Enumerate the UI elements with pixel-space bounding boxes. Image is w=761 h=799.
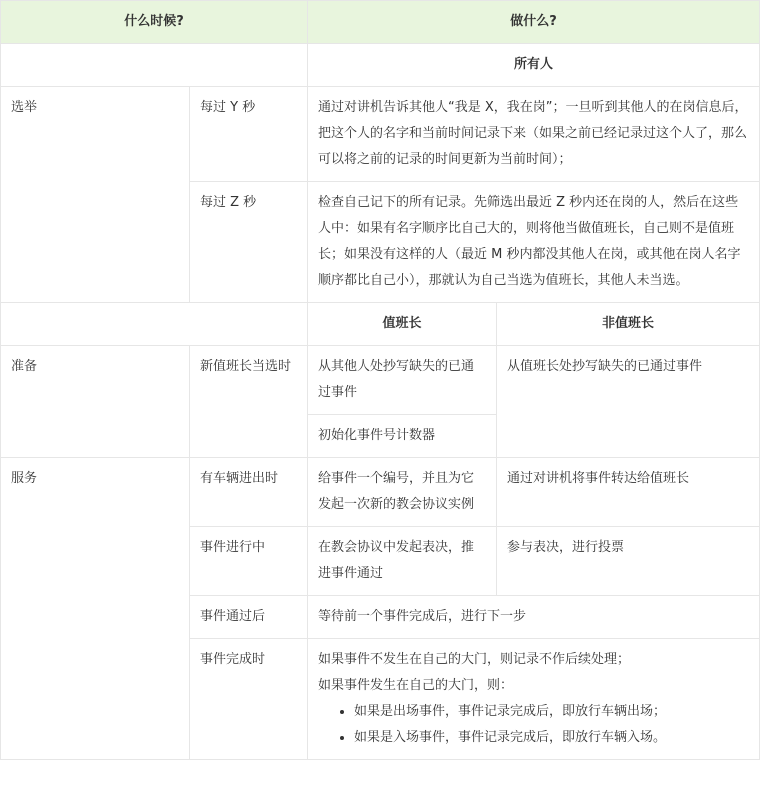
all-row (1, 44, 760, 87)
nonleader-header: 非值班长 (497, 303, 760, 346)
header-when: 什么时候? (1, 1, 308, 44)
action-completed (308, 639, 760, 760)
leader-number-event: 给事件一个编号，并且为它发起一次新的教会协议实例 (308, 458, 497, 527)
action-check: 检查自己记下的所有记录。先筛选出最近 Z 秒内还在岗的人，然后在这些人中：如果有名字顺序比自己大的，则将他当做值班长，自己则不是值班长；如果没有这样的人（最近 M 秒内都没其他人在岗，或其他在岗人名字顺序都比自己小），那就认为自己当选为值班长，其他人未当选。 (308, 182, 760, 303)
action-wait-previous: 等待前一个事件完成后，进行下一步 (308, 596, 760, 639)
list-item: • 如果是出场事件，事件记录完成后，即放行车辆出场； (354, 699, 749, 725)
roles-row (1, 303, 760, 346)
header-row (1, 1, 760, 44)
trigger-every-z: 每过 Z 秒 (190, 182, 308, 303)
leader-init-counter: 初始化事件号计数器 (308, 415, 497, 458)
trigger-new-leader: 新值班长当选时 (190, 346, 308, 458)
completed-line-1: 如果事件不发生在自己的大门，则记录不作后续处理； (318, 652, 631, 667)
leader-copy-events: 从其他人处抄写缺失的已通过事件 (308, 346, 497, 415)
table-row (1, 458, 760, 527)
trigger-passed: 事件通过后 (190, 596, 308, 639)
list-item: • 如果是入场事件，事件记录完成后，即放行车辆入场。 (354, 725, 749, 751)
trigger-vehicle: 有车辆进出时 (190, 458, 308, 527)
action-announce: 通过对讲机告诉其他人“我是 X，我在岗”；一旦听到其他人的在岗信息后，把这个人的名字和当前时间记录下来（如果之前已经记录过这个人了，那么可以将之前的记录的时间更新为当前时间）； (308, 87, 760, 182)
all-people-header: 所有人 (308, 44, 760, 87)
trigger-completed: 事件完成时 (190, 639, 308, 760)
table-row (1, 346, 760, 415)
table-row (1, 87, 760, 182)
trigger-every-y: 每过 Y 秒 (190, 87, 308, 182)
header-what: 做什么? (308, 1, 760, 44)
leader-propose-vote: 在教会协议中发起表决，推进事件通过 (308, 527, 497, 596)
empty-cell (1, 44, 308, 87)
phase-service: 服务 (1, 458, 190, 760)
nonleader-relay-event: 通过对讲机将事件转达给值班长 (497, 458, 760, 527)
nonleader-copy-events: 从值班长处抄写缺失的已通过事件 (497, 346, 760, 458)
trigger-in-progress: 事件进行中 (190, 527, 308, 596)
completed-line-2: 如果事件发生在自己的大门，则： (318, 678, 514, 693)
phase-prepare: 准备 (1, 346, 190, 458)
completed-bullets (318, 699, 749, 751)
nonleader-vote: 参与表决，进行投票 (497, 527, 760, 596)
phase-election: 选举 (1, 87, 190, 303)
empty-cell (1, 303, 308, 346)
leader-header: 值班长 (308, 303, 497, 346)
